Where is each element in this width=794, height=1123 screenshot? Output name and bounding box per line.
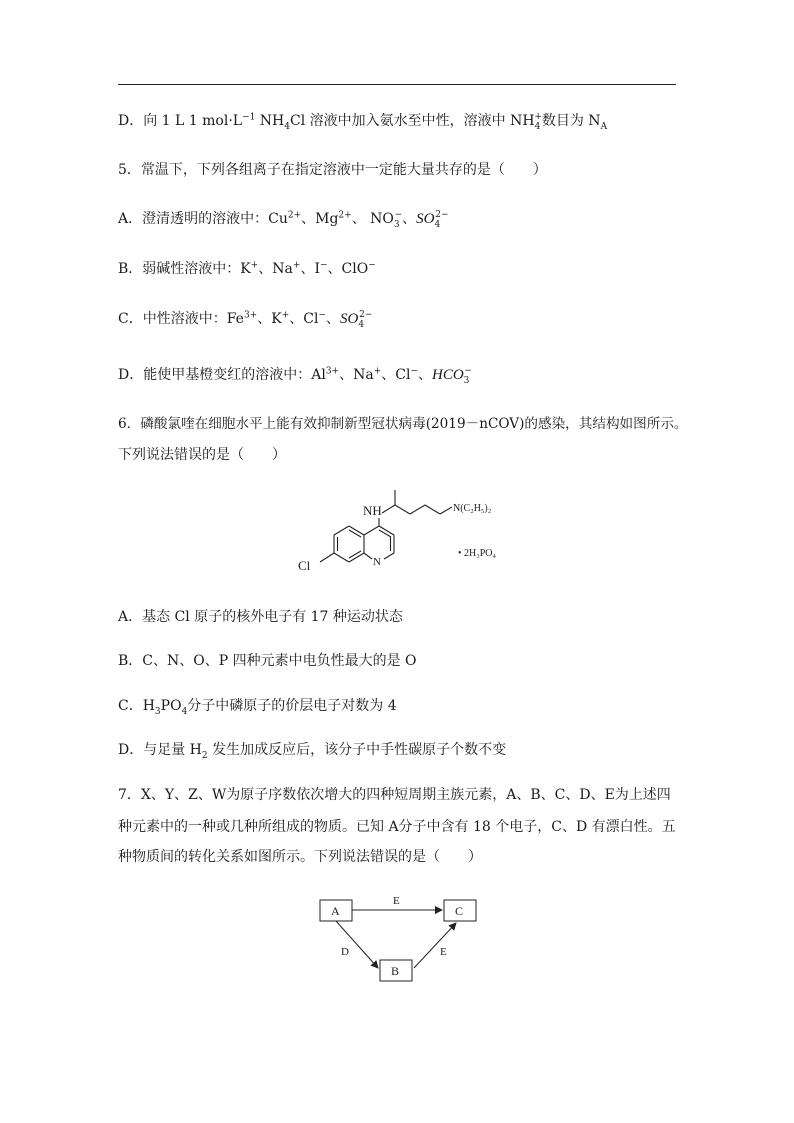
box-c-label: C <box>455 904 464 918</box>
arrow-a-to-b <box>336 921 378 968</box>
diethylamino-label: N(C₂H₅)₂ <box>453 503 492 514</box>
cl-label: Cl <box>298 558 311 573</box>
box-b-label: B <box>391 964 400 978</box>
q4-option-d: D．向 1 L 1 $mol\cdot L^{-1}$ $NH_4Cl$ 溶液中加入氨水至中性，溶液中 $NH_4^+$数目为 $N_A$ <box>118 112 608 132</box>
q6-option-c: C．$H_3PO_4$分子中磷原子的价层电子对数为 4 <box>118 698 397 717</box>
edge-bc-label: E <box>440 946 447 958</box>
q5-option-d: D．能使甲基橙变红的溶液中：$Al^{3+}$、Na+、Cl−、$HCO_3^-$ <box>118 366 472 386</box>
q6-option-d: D．与足量 $H_2$ 发生加成反应后，该分子中手性碳原子个数不变 <box>118 742 507 761</box>
q6-option-a: A．基态 Cl 原子的核外电子有 17 种运动状态 <box>118 609 403 625</box>
edge-ab-label: D <box>341 946 349 958</box>
edge-ac-label: E <box>393 895 400 907</box>
arrow-b-to-c <box>414 923 456 968</box>
box-a-label: A <box>331 904 340 918</box>
q6-option-b: B．C、N、O、P 四种元素中电负性最大的是 O <box>118 653 417 669</box>
q7-stem-line3: 种物质间的转化关系如图所示。下列说法错误的是（ ） <box>118 849 482 865</box>
q7-stem-line2: 种元素中的一种或几种所组成的物质。已知 A分子中含有 18 个电子，C、D 有漂白性。五 <box>118 819 676 835</box>
nh-label: NH <box>363 503 382 518</box>
conversion-diagram <box>310 888 490 988</box>
q5-option-a: A．澄清透明的溶液中：$Cu^{2+}$、$Mg^{2+}$、 $NO_3^-$、$SO_4^{2-}$ <box>118 210 449 230</box>
q5-stem: 5．常温下，下列各组离子在指定溶液中一定能大量共存的是（ ） <box>118 162 547 178</box>
header-rule <box>118 84 676 85</box>
q7-stem-line1: 7．X、Y、Z、W为原子序数依次增大的四种短周期主族元素，A、B、C、D、E为上述四 <box>118 787 671 803</box>
q5-option-b: B．弱碱性溶液中：K+、Na+、I−、ClO− <box>118 260 376 277</box>
phosphate-label: • 2H₃PO₄ <box>458 548 496 559</box>
chloroquine-phosphate-structure <box>290 478 530 590</box>
ring-n-label: N <box>373 556 381 568</box>
q5-option-c: C．中性溶液中：$Fe^{3+}$、K+、Cl−、$SO_4^{2-}$ <box>118 310 373 330</box>
q6-stem-line2: 下列说法错误的是（ ） <box>118 447 286 463</box>
q6-stem-line1: 6．磷酸氯喹在细胞水平上能有效抑制新型冠状病毒(2019－nCOV)的感染，其结构如图所示。 <box>118 416 688 432</box>
